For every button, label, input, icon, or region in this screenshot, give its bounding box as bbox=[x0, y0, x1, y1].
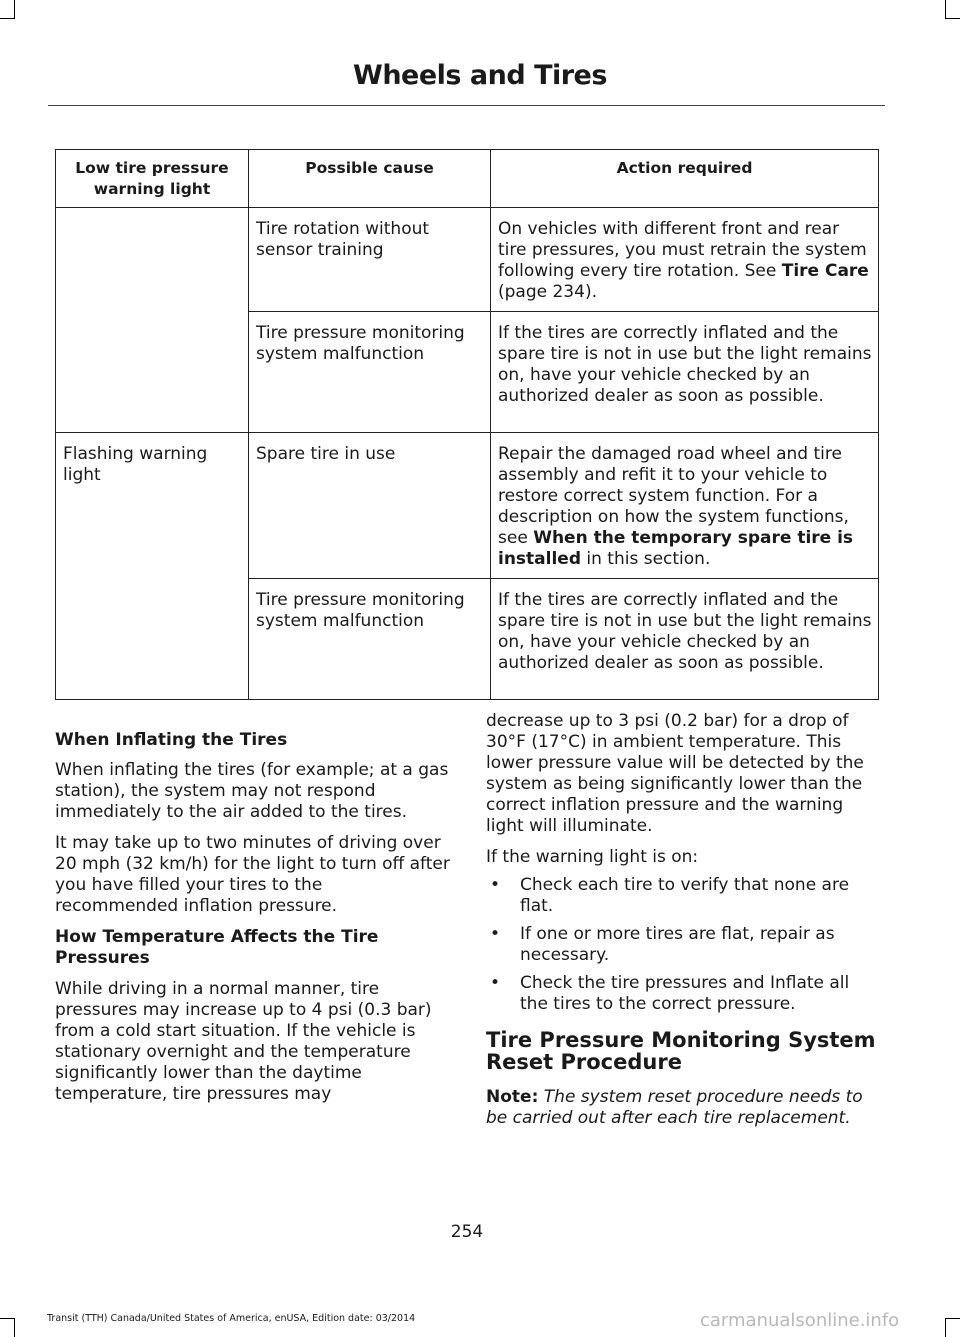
header-divider bbox=[48, 105, 885, 106]
action-cell bbox=[491, 208, 879, 312]
section-heading: When Inflating the Tires bbox=[55, 730, 288, 750]
bullet-icon: • bbox=[490, 924, 501, 944]
warning-light-cell: Flashing warning light bbox=[56, 433, 249, 700]
paragraph: It may take up to two minutes of driving over 20 mph (32 km/h) for the light to turn off after you have filled your tires to the recommended inflation pressure. bbox=[55, 833, 450, 916]
table-row bbox=[56, 208, 879, 312]
bullet-icon: • bbox=[490, 973, 501, 993]
cross-reference-link[interactable]: When the temporary spare tire is installed bbox=[498, 528, 854, 569]
action-cell: If the tires are correctly inflated and the spare tire is not in use but the light remains on, have your vehicle checked by an authorized dealer as soon as possible. bbox=[491, 579, 879, 700]
crop-mark bbox=[14, 0, 15, 18]
list-item: • If one or more tires are flat, repair as necessary. bbox=[490, 924, 835, 965]
crop-mark bbox=[945, 1318, 960, 1319]
tpms-table bbox=[55, 149, 879, 700]
note bbox=[486, 1087, 881, 1129]
cause-cell: Spare tire in use bbox=[249, 433, 491, 579]
table-row bbox=[56, 433, 879, 579]
action-text: (page 234). bbox=[498, 282, 597, 302]
bullet-icon: • bbox=[490, 875, 501, 895]
crop-mark bbox=[14, 1318, 15, 1337]
action-text: On vehicles with different front and rear tire pressures, you must retrain the system following every tire rotation. See bbox=[498, 219, 867, 281]
paragraph: decrease up to 3 psi (0.2 bar) for a drop of 30°F (17°C) in ambient temperature. This lower pressure value will be detected by the system as being significantly lower than the correct inflation pressure and the warning light will illuminate. bbox=[486, 711, 864, 836]
footer-text: Transit (TTH) Canada/United States of America, enUSA, Edition date: 03/2014 bbox=[47, 1313, 416, 1324]
crop-mark bbox=[945, 1318, 946, 1337]
crop-mark bbox=[0, 1318, 15, 1319]
paragraph: If the warning light is on: bbox=[486, 847, 699, 867]
cause-cell: Tire pressure monitoring system malfunction bbox=[249, 579, 491, 700]
note-text: The system reset procedure needs to be carried out after each tire replacement. bbox=[486, 1087, 863, 1128]
note-label: Note: bbox=[486, 1087, 539, 1107]
list-item: • Check each tire to verify that none are flat. bbox=[490, 875, 850, 916]
cross-reference-link[interactable]: Tire Care bbox=[781, 261, 869, 281]
paragraph: While driving in a normal manner, tire pressures may increase up to 4 psi (0.3 bar) from a cold start situation. If the vehicle is stationary overnight and the temperature significantly lower than the daytime temperature, tire pressures may bbox=[55, 979, 432, 1104]
warning-light-cell bbox=[56, 208, 249, 433]
watermark: carmanualsonline.info bbox=[700, 1310, 900, 1331]
bullet-list bbox=[486, 875, 881, 1015]
left-column bbox=[55, 730, 450, 1115]
right-column bbox=[486, 711, 881, 1139]
crop-mark bbox=[945, 18, 960, 19]
action-text: Repair the damaged road wheel and tire assembly and refit it to your vehicle to restore correct system function. For a description on how the system functions, see bbox=[498, 444, 849, 548]
column-header: Low tire pressure warning light bbox=[56, 150, 249, 208]
paragraph: When inflating the tires (for example; at a gas station), the system may not respond immediately to the air added to the tires. bbox=[55, 760, 449, 822]
column-header: Possible cause bbox=[249, 150, 491, 208]
action-cell bbox=[491, 433, 879, 579]
crop-mark bbox=[0, 18, 15, 19]
page-title: Wheels and Tires bbox=[353, 60, 607, 91]
cause-cell: Tire rotation without sensor training bbox=[249, 208, 491, 312]
table-header-row bbox=[56, 150, 879, 208]
action-cell: If the tires are correctly inflated and the spare tire is not in use but the light remains on, have your vehicle checked by an authorized dealer as soon as possible. bbox=[491, 312, 879, 433]
page-number: 254 bbox=[450, 1222, 484, 1242]
cause-cell: Tire pressure monitoring system malfunction bbox=[249, 312, 491, 433]
action-text: in this section. bbox=[581, 549, 711, 569]
list-item: • Check the tire pressures and Inflate all the tires to the correct pressure. bbox=[490, 973, 850, 1014]
column-header: Action required bbox=[491, 150, 879, 208]
section-heading: Tire Pressure Monitoring System Reset Procedure bbox=[486, 1028, 876, 1074]
section-heading: How Temperature Affects the Tire Pressures bbox=[55, 927, 379, 968]
crop-mark bbox=[945, 0, 946, 18]
